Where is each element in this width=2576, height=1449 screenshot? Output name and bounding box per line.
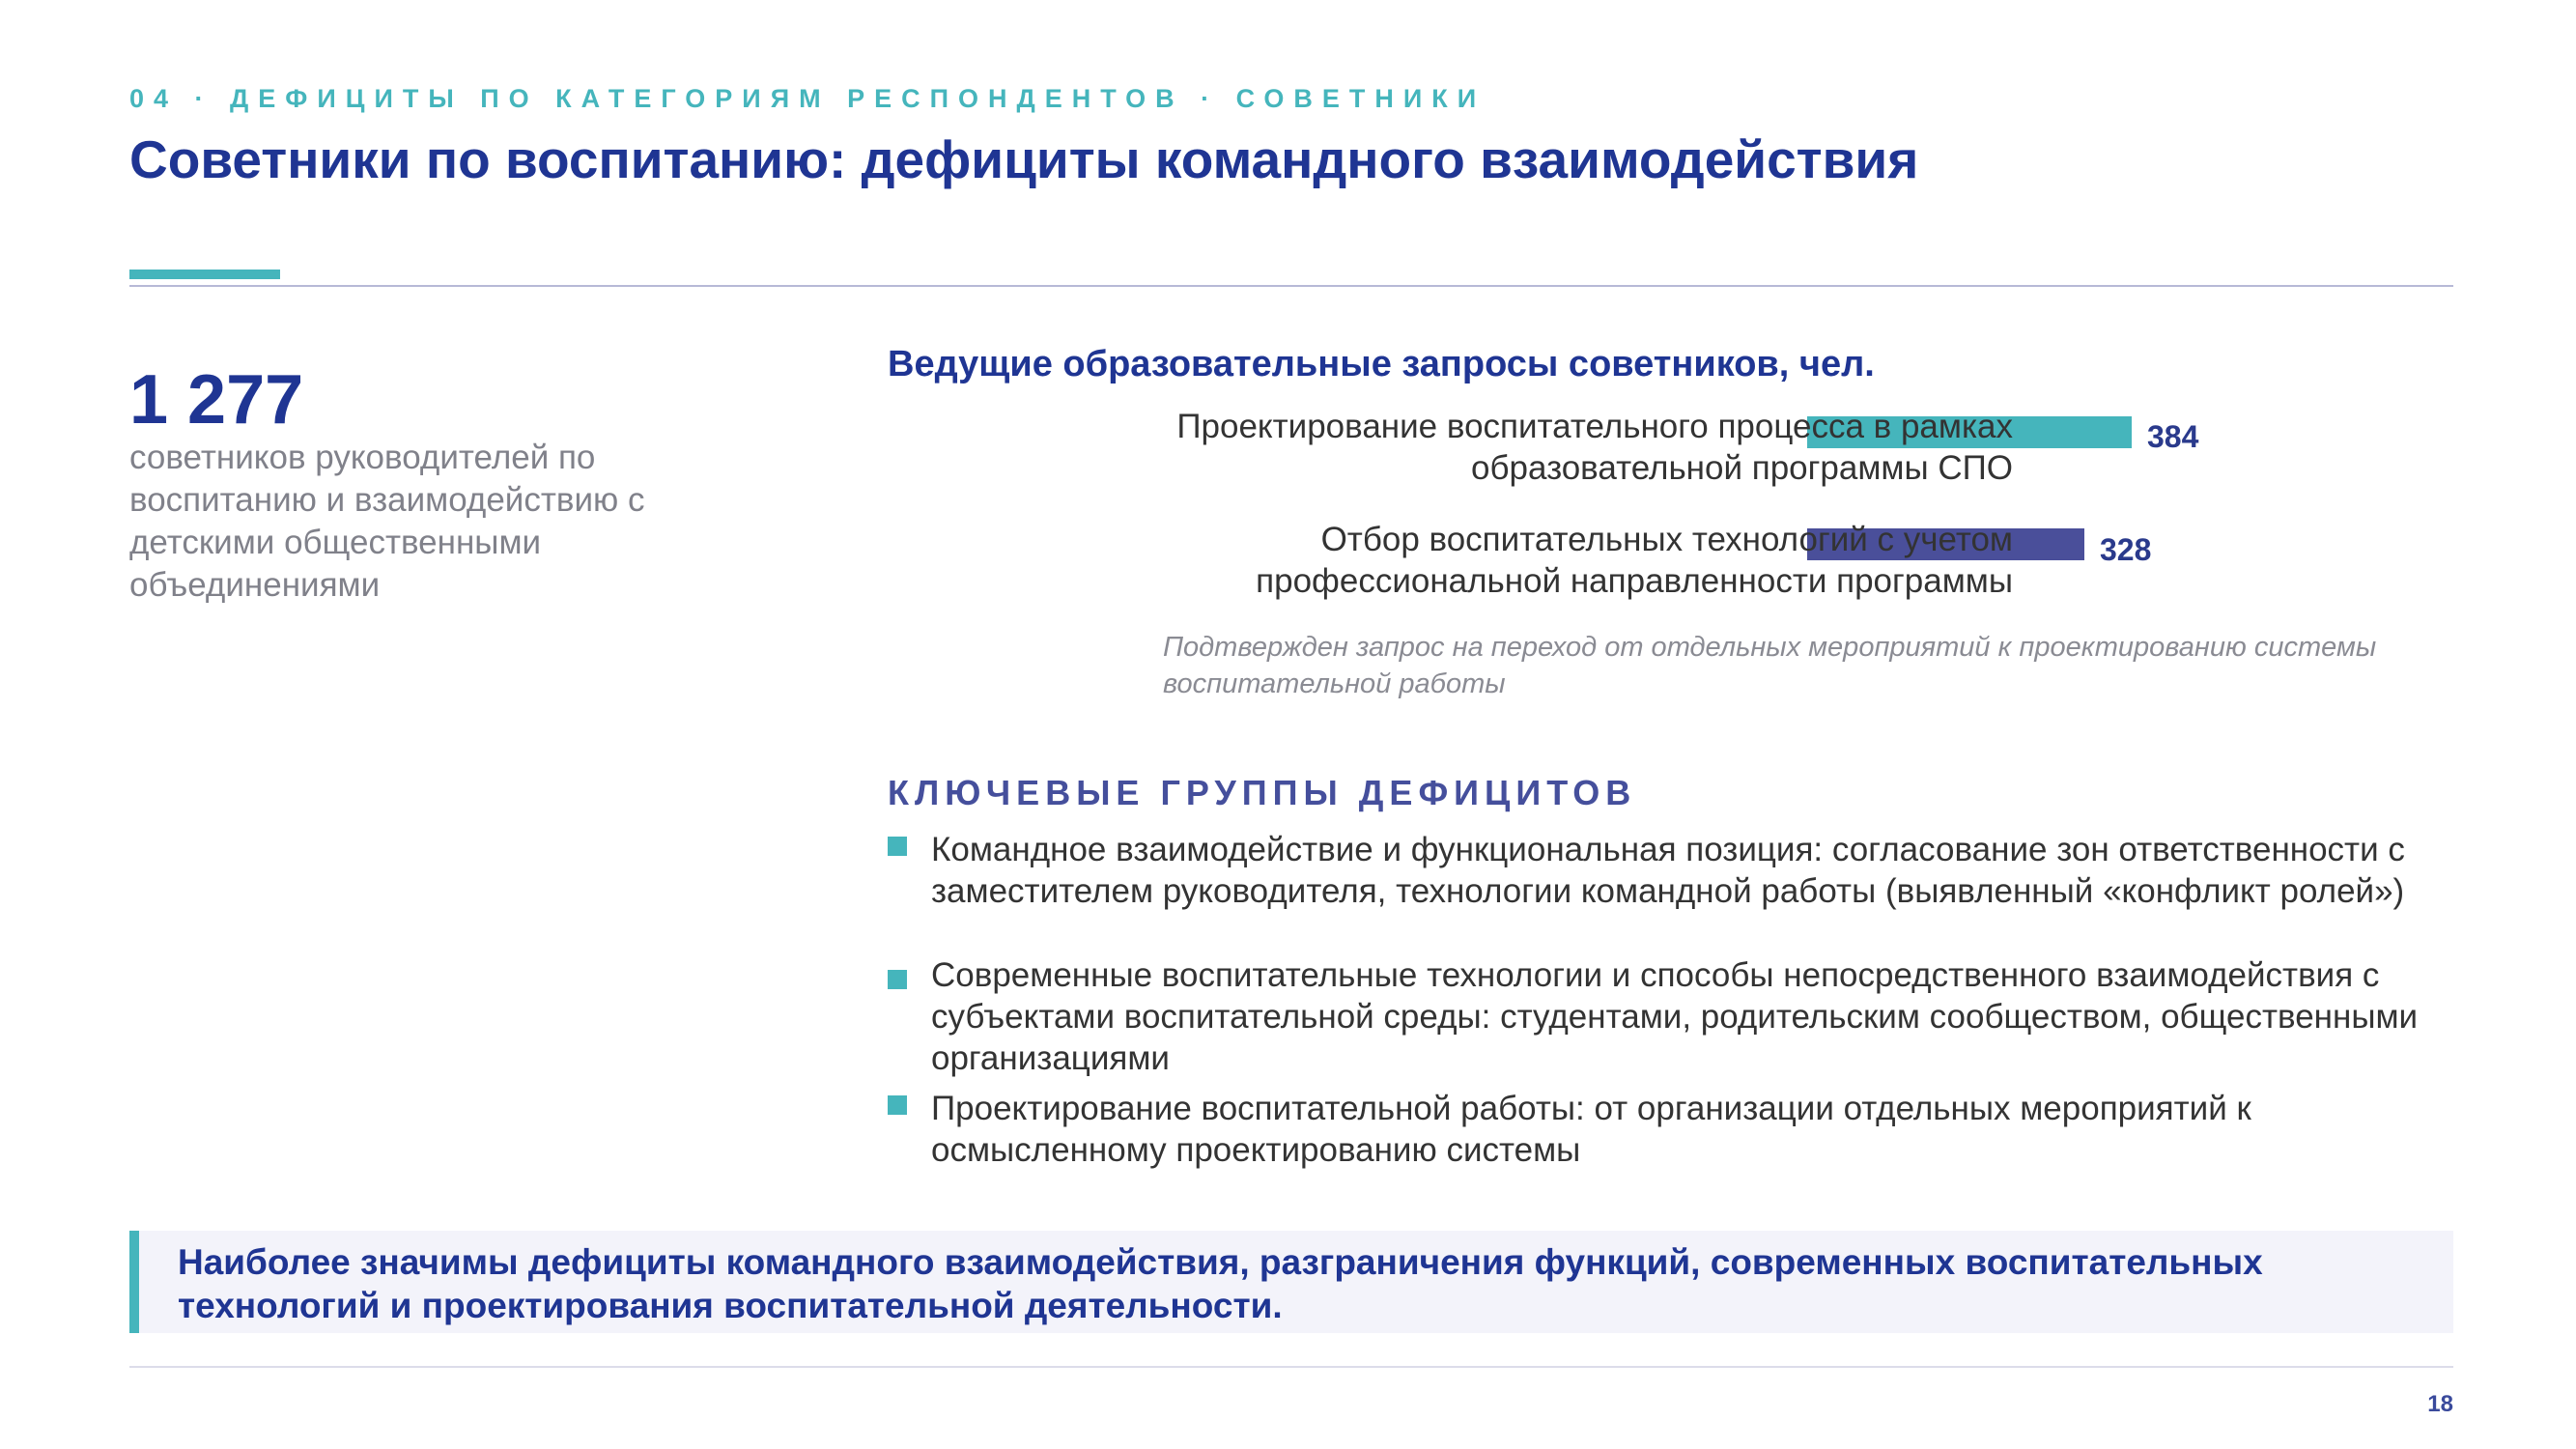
list-item-text: Командное взаимодействие и функциональная позиция: согласование зон ответственности с заместителем руководителя, технологии командной работы (выявленный «конфликт ролей») <box>931 831 2405 910</box>
square-bullet-icon <box>888 970 907 989</box>
chart-title: Ведущие образовательные запросы советников, чел. <box>888 344 1875 384</box>
callout-text: Наиболее значимы дефициты командного взаимодействия, разграничения функций, современных воспитательных технологий и проектирования воспитательной деятельности. <box>178 1242 2263 1325</box>
page-title: Советники по воспитанию: дефициты командного взаимодействия <box>129 129 1919 189</box>
square-bullet-icon <box>888 1095 907 1115</box>
list-item-text: Проектирование воспитательной работы: от организации отдельных мероприятий к осмысленному проектированию системы <box>931 1090 2251 1169</box>
bar-label-1: Отбор воспитательных технологий с учетом профессиональной направленности программы <box>1256 521 2013 600</box>
page-number: 18 <box>2427 1391 2453 1417</box>
respondent-count: 1 277 <box>129 361 304 439</box>
key-conclusion-callout <box>129 1231 2453 1333</box>
bar-value-0: 384 <box>2147 419 2199 454</box>
bar-value-1: 328 <box>2100 532 2152 567</box>
respondent-caption: советников руководителей по воспитанию и взаимодействию с детскими общественными объединениями <box>129 439 645 604</box>
bar-label-0: Проектирование воспитательного процесса в рамках образовательной программы СПО <box>1176 408 2013 487</box>
section-eyebrow: 04 · ДЕФИЦИТЫ ПО КАТЕГОРИЯМ РЕСПОНДЕНТОВ · СОВЕТНИКИ <box>129 84 1486 113</box>
key-groups-title: КЛЮЧЕВЫЕ ГРУППЫ ДЕФИЦИТОВ <box>888 773 1637 812</box>
chart-note: Подтвержден запрос на переход от отдельных мероприятий к проектированию системы воспитательной работы <box>1163 632 2377 699</box>
callout-accent-stripe <box>129 1231 139 1333</box>
list-item-text: Современные воспитательные технологии и способы непосредственного взаимодействия с субъектами воспитательной среды: студентами, родительским сообществом, общественными организациями <box>931 956 2419 1077</box>
footer-divider <box>129 1366 2453 1368</box>
square-bullet-icon <box>888 837 907 856</box>
header-divider <box>129 285 2453 287</box>
title-accent-bar <box>129 270 280 279</box>
